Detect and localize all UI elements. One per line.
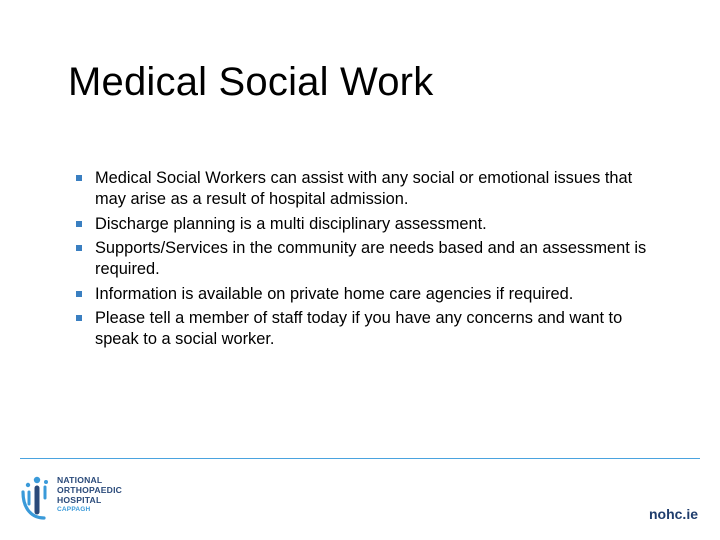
logo-line: NATIONAL xyxy=(57,475,103,485)
logo-line: HOSPITAL xyxy=(57,495,102,505)
logo-subline: CAPPAGH xyxy=(57,506,91,513)
website-link[interactable]: nohc.ie xyxy=(648,506,698,522)
bullet-item xyxy=(76,284,666,305)
square-bullet-icon xyxy=(76,175,82,181)
footer-divider xyxy=(20,458,700,459)
bullet-text: Discharge planning is a multi disciplinary assessment. xyxy=(95,214,487,233)
bullet-list xyxy=(76,168,666,354)
hospital-logo-text xyxy=(57,475,122,515)
logo-line: ORTHOPAEDIC xyxy=(57,485,123,495)
bullet-item xyxy=(76,308,666,350)
square-bullet-icon xyxy=(76,245,82,251)
bullet-text: Information is available on private home care agencies if required. xyxy=(95,284,574,303)
bullet-item xyxy=(76,168,666,210)
square-bullet-icon xyxy=(76,291,82,297)
bullet-item xyxy=(76,238,666,280)
bullet-item xyxy=(76,214,666,235)
slide-title: Medical Social Work xyxy=(68,60,434,104)
bullet-text: Please tell a member of staff today if you have any concerns and want to speak to a social worker. xyxy=(95,309,623,348)
bullet-text: Medical Social Workers can assist with any social or emotional issues that may arise as a result of hospital admission. xyxy=(95,169,633,208)
bullet-text: Supports/Services in the community are needs based and an assessment is required. xyxy=(95,239,647,278)
square-bullet-icon xyxy=(76,221,82,227)
square-bullet-icon xyxy=(76,315,82,321)
